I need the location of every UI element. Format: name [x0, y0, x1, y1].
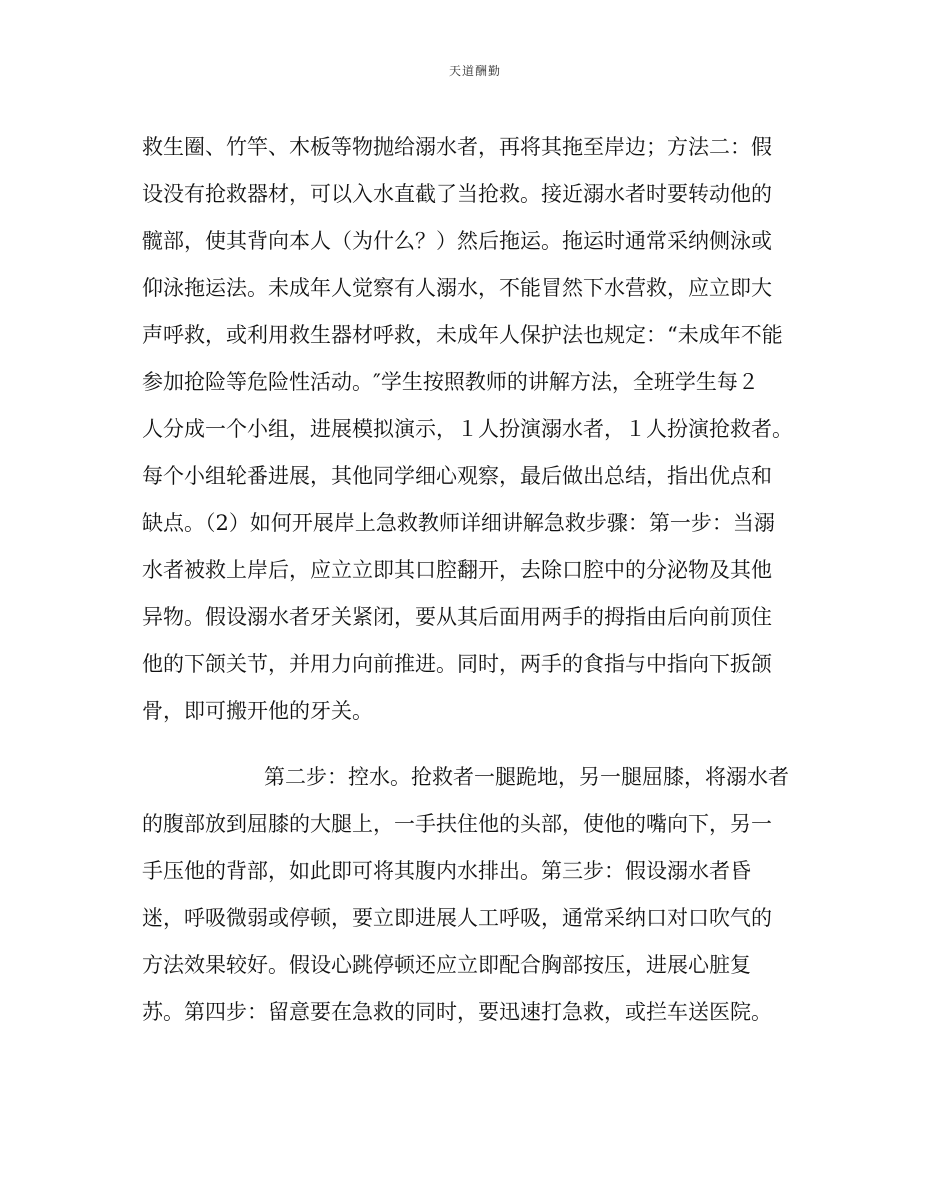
- text-line: 方法效果较好。假设心跳停顿还应立即配合胸部按压，进展心脏复: [142, 953, 751, 977]
- text-line: 迷，呼吸微弱或停顿，要立即进展人工呼吸，通常采纳口对口吹气的: [142, 906, 772, 930]
- text-line: 仰泳拖运法。未成年人觉察有人溺水，不能冒然下水营救，应立即大: [142, 276, 772, 300]
- text-line: 设没有抢救器材，可以入水直截了当抢救。接近溺水者时要转动他的: [142, 182, 772, 206]
- text-line: 苏。第四步：留意要在急救的同时，要迅速打急救，或拦车送医院。: [142, 1000, 772, 1024]
- text-line: 水者被救上岸后，应立立即其口腔翻开，去除口腔中的分泌物及其他: [142, 558, 772, 582]
- text-line: 髋部，使其背向本人（为什么？）然后拖运。拖运时通常采纳侧泳或: [142, 229, 772, 253]
- text-line: 第二步：控水。抢救者一腿跪地，另一腿屈膝，将溺水者: [264, 765, 789, 789]
- text-line: 他的下颌关节，并用力向前推进。同时，两手的食指与中指向下扳颌: [142, 652, 772, 676]
- paragraph-gap: [142, 735, 806, 754]
- text-line: 异物。假设溺水者牙关紧闭，要从其后面用两手的拇指由后向前顶住: [142, 605, 772, 629]
- text-line: 声呼救，或利用救生器材呼救，未成年人保护法也规定：“未成年不能: [142, 323, 783, 347]
- text-line: 救生圈、竹竿、木板等物抛给溺水者，再将其拖至岸边；方法二：假: [142, 135, 772, 159]
- text-line: 手压他的背部，如此即可将其腹内水排出。第三步：假设溺水者昏: [142, 859, 751, 883]
- text-line: 缺点。（2）如何开展岸上急救教师详细讲解急救步骤：第一步：当溺: [142, 511, 775, 535]
- text-line: 骨，即可搬开他的牙关。: [142, 699, 373, 723]
- document-body: [142, 124, 806, 1036]
- paragraph-2: [142, 754, 806, 1036]
- text-line: 人分成一个小组，进展模拟演示，１人扮演溺水者，１人扮演抢救者。: [142, 417, 793, 441]
- text-line: 参加抢险等危险性活动。″学生按照教师的讲解方法，全班学生每２: [142, 370, 759, 394]
- text-line: 每个小组轮番进展，其他同学细心观察，最后做出总结，指出优点和: [142, 464, 772, 488]
- text-line: 的腹部放到屈膝的大腿上，一手扶住他的头部，使他的嘴向下，另一: [142, 812, 772, 836]
- paragraph-1: [142, 124, 806, 735]
- page-header: 天道酬勤: [448, 64, 501, 78]
